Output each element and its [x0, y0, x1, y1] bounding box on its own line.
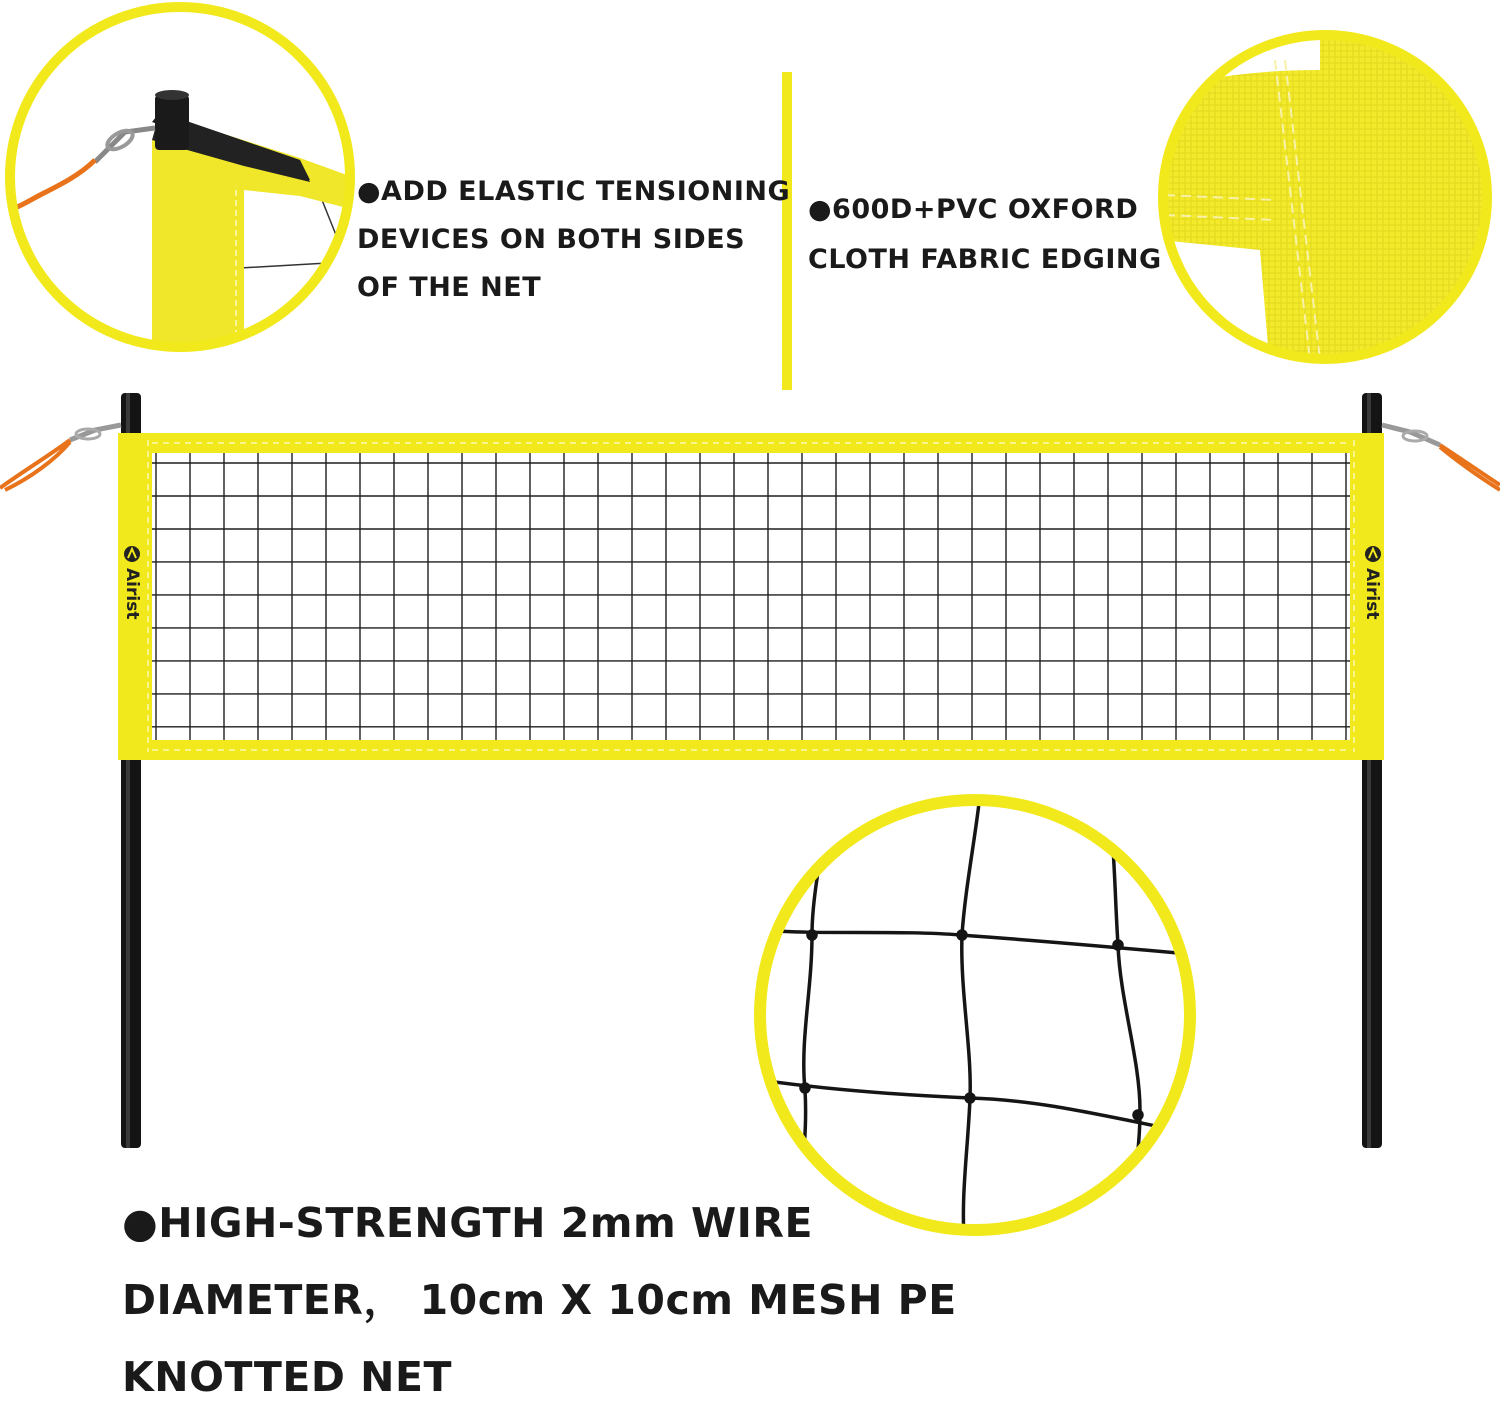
mesh-detail-circle	[760, 795, 1200, 1250]
fabric-edging-detail-circle	[1160, 30, 1500, 370]
caption-line: ●ADD ELASTIC TENSIONING	[357, 176, 791, 207]
caption-line: CLOTH FABRIC EDGING	[808, 244, 1162, 275]
net-mesh-lines	[152, 453, 1350, 740]
brand-label-left: Airist	[122, 568, 142, 620]
brand-label-right: Airist	[1362, 568, 1382, 620]
left-tensioner	[0, 425, 121, 490]
airist-logo-icon	[124, 546, 1381, 562]
net-mesh	[152, 453, 1350, 740]
caption-line: DIAMETER， 10cm X 10cm MESH PE	[122, 1276, 957, 1324]
caption-line: OF THE NET	[357, 272, 542, 303]
caption-line: ●600D+PVC OXFORD	[808, 194, 1139, 225]
volleyball-net	[118, 433, 1384, 760]
tensioner-detail-circle	[0, 0, 360, 360]
caption-line: DEVICES ON BOTH SIDES	[357, 224, 746, 255]
right-tensioner	[1382, 425, 1500, 490]
caption-line: KNOTTED NET	[122, 1353, 452, 1401]
feature-edging-caption	[808, 185, 1162, 285]
caption-line: ●HIGH-STRENGTH 2mm WIRE	[122, 1199, 814, 1247]
feature-tensioning-caption	[357, 168, 790, 312]
feature-mesh-caption	[122, 1185, 957, 1416]
